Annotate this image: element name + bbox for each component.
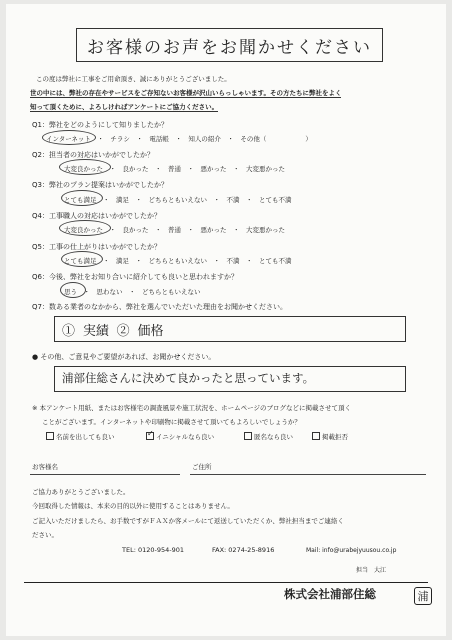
intro-line-3: 知って頂くために、よろしければアンケートにご協力ください。 [30, 103, 219, 111]
intro-line-2: 世の中には、弊社の存在やサービスをご存知ないお客様が沢山いらっしゃいます。その方たちに弊社をよく [30, 89, 342, 97]
staff-name: 担当 大江 [356, 567, 387, 574]
checkbox-checked-icon: ✓ [147, 429, 154, 438]
company-logo: 浦 [414, 587, 432, 605]
publish-option-refuse[interactable]: 掲載拒否 [312, 432, 348, 441]
q3-question: Q3：弊社のプラン提案はいかがでしたか？ [32, 181, 168, 189]
q7-answer: ① 実績 ② 価格 [62, 324, 164, 339]
q1-question: Q1：弊社をどのようにして知りましたか？ [32, 121, 168, 129]
closing-line-4: ださい。 [32, 531, 58, 539]
company-name: 株式会社浦部住総 [284, 587, 376, 601]
customer-name-line[interactable] [30, 474, 180, 475]
q6-options: 思う ・ 思わない ・ どちらともいえない [64, 288, 201, 296]
checkbox-icon [46, 432, 54, 440]
q1-answer-mark [42, 130, 96, 145]
survey-sheet [6, 4, 446, 636]
contact-tel: TEL: 0120-954-901 [122, 546, 185, 554]
page-title: お客様のお声をお聞かせください [76, 28, 383, 62]
publish-option-initials[interactable]: ✓ イニシャルなら良い [147, 429, 215, 441]
q6-answer-mark [60, 282, 86, 298]
address-line[interactable] [190, 474, 426, 475]
q2-answer-mark [59, 159, 111, 175]
q3-answer-mark [61, 190, 103, 206]
other-question: ● その他、ご意見やご要望があれば、お聞かせください。 [32, 353, 216, 361]
q4-options: 大変良かった ・ 良かった ・ 普通 ・ 悪かった ・ 大変悪かった [64, 226, 285, 234]
notice-line-1: ※ 本アンケート用紙、またはお客様宅の調査風景や施工状況を、ホームページのブログなどに掲載させて頂く [32, 404, 351, 412]
q4-question: Q4：工事職人の対応はいかがでしたか？ [32, 212, 161, 220]
q6-question: Q6：今後、弊社をお知り合いに紹介しても良いと思われますか？ [32, 273, 238, 281]
q5-question: Q5：工事の仕上がりはいかがでしたか？ [32, 243, 161, 251]
closing-line-2: 今回取得した情報は、本来の目的以外に使用することはありません。 [32, 502, 234, 510]
intro-line-1: この度は弊社に工事をご用命頂き、誠にありがとうございました。 [36, 75, 231, 83]
publish-option-name[interactable]: 名前を出しても良い [46, 432, 115, 441]
q2-options: 大変良かった ・ 良かった ・ 普通 ・ 悪かった ・ 大変悪かった [64, 165, 285, 173]
q7-question: Q7：数ある業者のなかから、弊社を選んでいただいた理由をお聞かせください。 [32, 303, 287, 311]
publish-option-anonymous[interactable]: 匿名なら良い [244, 432, 293, 441]
notice-line-2: ことがございます。インターネットや印刷物に掲載させて頂いてもよろしいでしょうか？ [42, 418, 301, 426]
customer-name-label: お客様名 [32, 463, 58, 471]
other-answer: 浦部住総さんに決めて良かったと思っています。 [62, 371, 315, 385]
q4-answer-mark [59, 220, 111, 236]
q5-answer-mark [61, 251, 103, 267]
closing-line-1: ご協力ありがとうございました。 [32, 488, 130, 496]
contact-fax: FAX: 0274-25-8916 [212, 546, 275, 554]
checkbox-icon [244, 432, 252, 440]
checkbox-icon [312, 432, 320, 440]
q1-options: インターネット ・ チラシ ・ 電話帳 ・ 知人の紹介 ・ その他（ ） [46, 135, 312, 143]
q3-options: とても満足 ・ 満足 ・ どちらともいえない ・ 不満 ・ とても不満 [64, 196, 292, 204]
q5-options: とても満足 ・ 満足 ・ どちらともいえない ・ 不満 ・ とても不満 [64, 257, 292, 265]
q2-question: Q2：担当者の対応はいかがでしたか？ [32, 151, 154, 159]
contact-mail: Mail: info@urabejyuusou.co.jp [306, 547, 397, 554]
closing-line-3: ご記入いただけましたら、お手数ですがＦＡＸか客メールにて返送していただくか、弊社担当までご連絡く [32, 517, 344, 525]
address-label: ご住所 [192, 463, 212, 471]
footer-divider [24, 582, 428, 583]
